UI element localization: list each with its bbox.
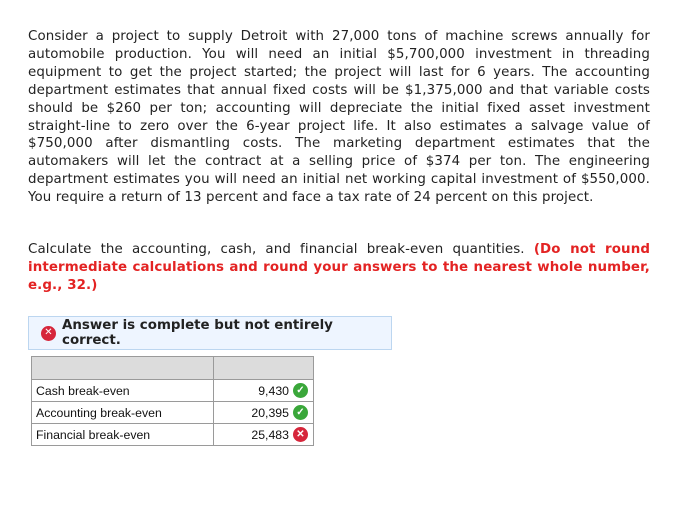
answer-row-financial <box>32 424 314 446</box>
x-circle-icon: ✕ <box>41 326 56 341</box>
answer-value-cell[interactable] <box>214 402 314 424</box>
answer-value-cell[interactable] <box>214 380 314 402</box>
answer-label: Accounting break-even <box>32 402 214 424</box>
answer-table-header <box>32 357 314 380</box>
instruction-main: Calculate the accounting, cash, and financial break-even quantities. <box>28 242 525 257</box>
check-circle-icon: ✓ <box>293 405 308 420</box>
answer-row-accounting <box>32 402 314 424</box>
answer-label: Cash break-even <box>32 380 214 402</box>
answer-value: 25,483 <box>251 427 289 442</box>
check-circle-icon: ✓ <box>293 383 308 398</box>
answer-value-cell[interactable] <box>214 424 314 446</box>
answer-value: 20,395 <box>251 405 289 420</box>
answer-value: 9,430 <box>258 383 289 398</box>
answer-row-cash <box>32 380 314 402</box>
header-cell-value <box>214 357 314 380</box>
header-cell-label <box>32 357 214 380</box>
answer-status-banner <box>28 316 392 350</box>
answer-status-text: Answer is complete but not entirely correct. <box>62 318 333 348</box>
answer-table <box>31 356 314 446</box>
answer-label: Financial break-even <box>32 424 214 446</box>
instruction-text <box>28 241 650 295</box>
problem-text: Consider a project to supply Detroit with 27,000 tons of machine screws annually for automobile production. You will need an initial $5,700,000 investment in threading equipment to get the project started; the project will last for 6 years. The accounting department estimates that annual fixed costs will be $1,375,000 and that variable costs should be $260 per ton; accounting will depreciate the initial fixed asset investment straight-line to zero over the 6-year project life. It also estimates a salvage value of $750,000 after dismantling costs. The marketing department estimates that the automakers will let the contract at a selling price of $374 per ton. The engineering department estimates you will need an initial net working capital investment of $550,000. You require a return of 13 percent and face a tax rate of 24 percent on this project. <box>28 29 650 206</box>
instruction-note: (Do not round intermediate calculations and round your answers to the nearest whole number, e.g., 32.) <box>28 242 651 293</box>
x-circle-icon: ✕ <box>293 427 308 442</box>
